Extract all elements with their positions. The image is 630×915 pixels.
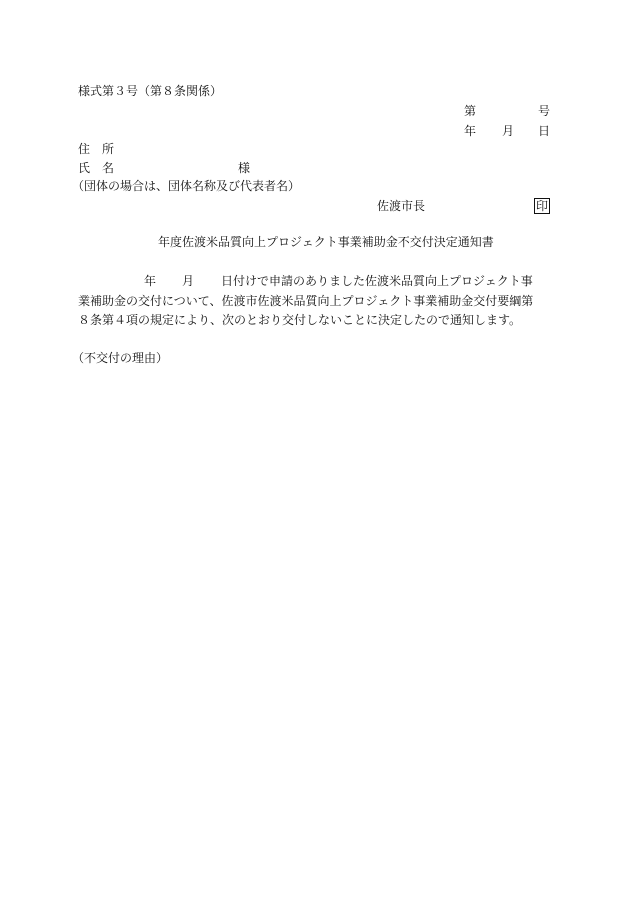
seal-text: 印 (536, 199, 549, 213)
body-year: 年 (144, 274, 157, 288)
body-line3: ８条第４項の規定により、次のとおり交付しないことに決定したので通知します。 (78, 313, 522, 327)
form-number: 様式第３号（第８条関係） (78, 84, 223, 98)
issuer-title: 佐渡市長 (377, 199, 426, 213)
date-month: 月 (502, 124, 515, 138)
name-label: 氏 名 (78, 161, 115, 175)
reason-label: （不交付の理由） (72, 351, 169, 365)
date-year: 年 (464, 124, 477, 138)
group-note: （団体の場合は、団体名称及び代表者名） (72, 179, 301, 193)
doc-number-prefix: 第 (464, 104, 477, 118)
date-day: 日 (538, 124, 551, 138)
document-title: 年度佐渡米品質向上プロジェクト事業補助金不交付決定通知書 (158, 235, 494, 249)
body-line1: 日付けで申請のありました佐渡米品質向上プロジェクト事 (221, 274, 533, 288)
seal-mark (534, 198, 550, 214)
body-line2: 業補助金の交付について、佐渡市佐渡米品質向上プロジェクト事業補助金交付要綱第 (78, 294, 534, 308)
doc-number-suffix: 号 (538, 104, 551, 118)
body-month: 月 (182, 274, 195, 288)
honorific: 様 (238, 161, 251, 175)
address-label: 住 所 (78, 142, 115, 156)
